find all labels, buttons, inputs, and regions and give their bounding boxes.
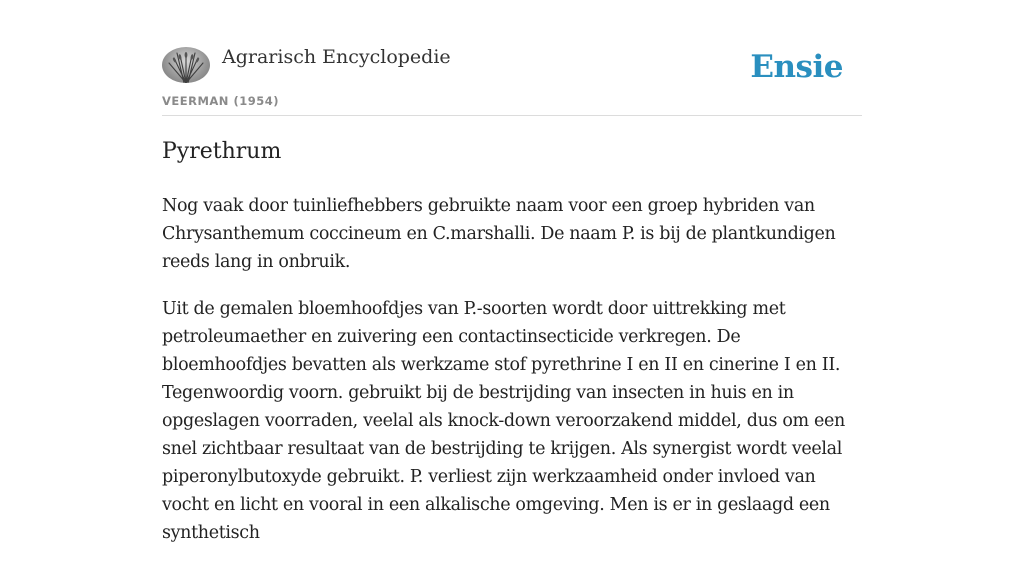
- article-title: Pyrethrum: [162, 139, 282, 164]
- brand-logo[interactable]: Ensie: [750, 49, 843, 85]
- wheat-sheaf-icon[interactable]: [162, 47, 210, 83]
- page: [162, 0, 862, 543]
- article-paragraph: Nog vaak door tuinliefhebbers gebruikte naam voor een groep hybriden van Chrysanthemum coccineum en C.marshalli. De naam P. is bij de plantkundigen reeds lang in onbruik.: [162, 196, 836, 272]
- article-paragraph: Uit de gemalen bloemhoofdjes van P.-soorten wordt door uittrekking met petroleumaether en zuivering een contactinsecticide verkregen. De bloemhoofdjes bevatten als werkzame stof pyrethrine I en II en cinerine I en II. Tegenwoordig voorn. gebruikt bij de bestrijding van insecten in huis en in opgeslagen voorraden, veelal als knock-down veroorzakend middel, dus om een snel zichtbaar resultaat van de bestrijding te krijgen. Als synergist wordt veelal piperonylbutoxyde gebruikt. P. verliest zijn werkzaamheid onder invloed van vocht en licht en vooral in een alkalische omgeving. Men is er in geslaagd een synthetisch: [162, 299, 845, 543]
- publication-title[interactable]: Agrarisch Encyclopedie: [222, 46, 451, 68]
- publication-edition: VEERMAN (1954): [162, 94, 279, 108]
- header: [162, 0, 862, 116]
- article-body: [162, 192, 862, 566]
